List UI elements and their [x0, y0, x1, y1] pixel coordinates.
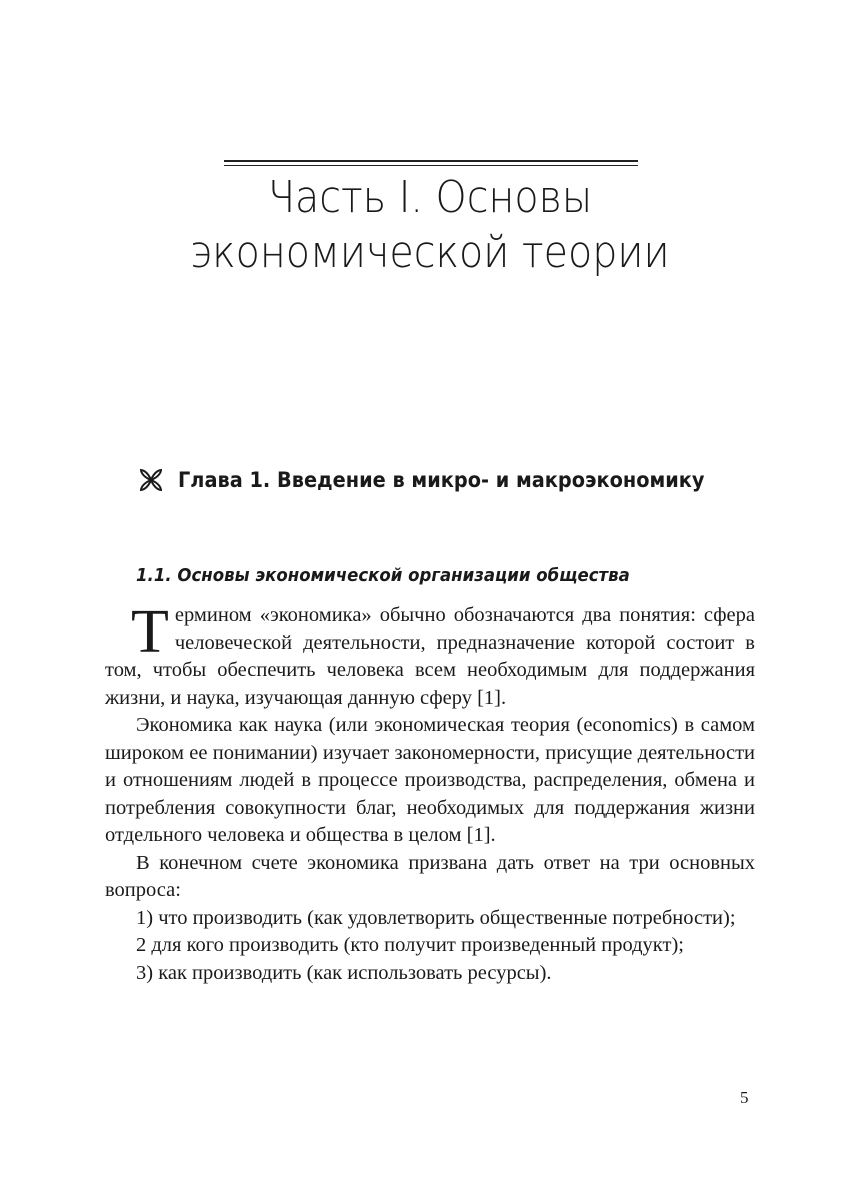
section-heading: 1.1. Основы экономической организации общества: [136, 565, 630, 586]
paragraph-3: В конечном счете экономика призвана дать ответ на три основных вопроса:: [105, 851, 755, 901]
ornament-icon: [138, 467, 164, 493]
paragraph-1: [105, 598, 755, 712]
drop-cap: Т: [131, 598, 169, 666]
chapter-heading: [138, 467, 750, 493]
title-rule-thin: [224, 165, 638, 166]
paragraph-2: Экономика как наука (или экономическая теория (economics) в самом широком ее понимании) изучает закономерности, присущие деятельности и отношениям людей в процессе производства, распределения, обмена и потребления совокупности благ, необходимых для поддержания жизни отдельного человека и общества в целом [1].: [105, 714, 755, 846]
part-title-line2: экономической теории: [190, 227, 670, 278]
part-title-line1: Часть I. Основы: [267, 172, 593, 223]
page-number: 5: [740, 1088, 749, 1107]
body-text: [105, 598, 755, 987]
list-item-2: 2 для кого производить (кто получит произведенный продукт);: [136, 934, 684, 956]
list-item-1: 1) что производить (как удовлетворить общественные потребности);: [136, 906, 736, 929]
list-item-3: 3) как производить (как использовать ресурсы).: [136, 961, 552, 984]
title-rule-thick: [224, 160, 638, 162]
part-title: [178, 170, 682, 280]
chapter-title: Глава 1. Введение в микро- и макроэкономику: [178, 468, 705, 492]
paragraph-1-text: ермином «экономика» обычно обозначаются два понятия: сфера человеческой деятельности, предназначение которой состоит в том, чтобы обеспечить человека всем необходимым для поддержания жизни, и наука, изучающая данную сферу [1].: [105, 604, 755, 709]
